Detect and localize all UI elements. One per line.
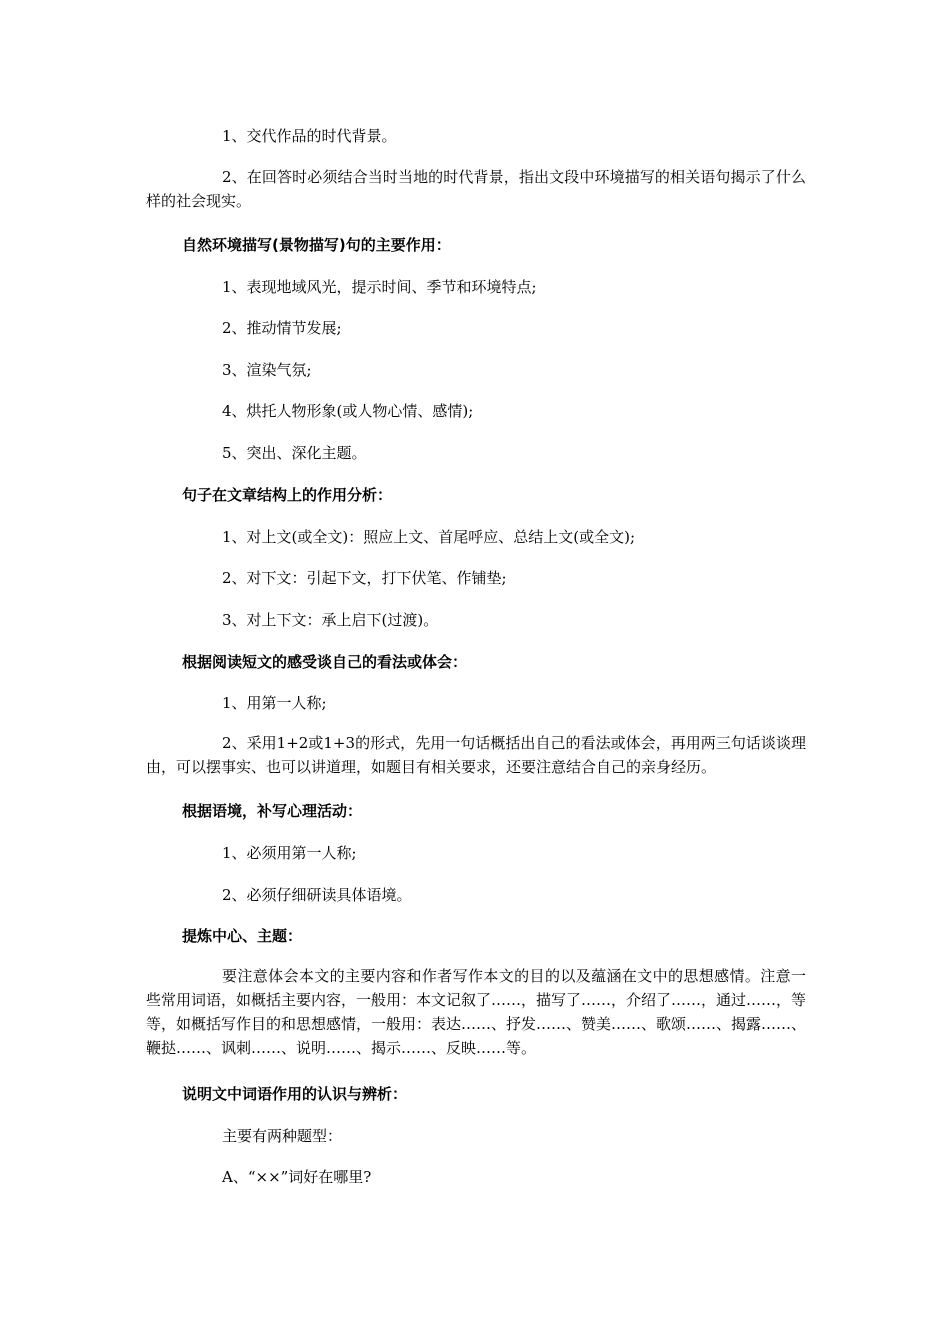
list-item: 主要有两种题型： [222,1127,343,1145]
section-heading: 说明文中词语作用的认识与辨析： [182,1085,408,1103]
section-heading: 自然环境描写(景物描写)句的主要作用： [182,236,451,254]
list-item: 3、对上下文：承上启下(过渡)。 [222,611,439,629]
list-item: 5、突出、深化主题。 [222,444,367,462]
list-item: 1、用第一人称; [222,694,327,712]
list-item: 1、对上文(或全文)：照应上文、首尾呼应、总结上文(或全文); [222,528,636,546]
paragraph: 2、采用1+2或1+3的形式，先用一句话概括出自己的看法或体会，再用两三句话谈谈理由，可以摆事实、也可以讲道理，如题目有相关要求，还要注意结合自己的亲身经历。 [146,734,806,776]
section-heading: 根据语境，补写心理活动： [182,802,363,820]
list-item: 4、烘托人物形象(或人物心情、感情); [222,402,474,420]
list-item: 3、渲染气氛; [222,361,312,379]
paragraph: 2、在回答时必须结合当时当地的时代背景，指出文段中环境描写的相关语句揭示了什么样的社会现实。 [146,168,806,210]
section-heading: 句子在文章结构上的作用分析： [182,486,393,504]
list-item: 1、必须用第一人称; [222,844,357,862]
section-heading: 提炼中心、主题： [182,927,303,945]
paragraph: 要注意体会本文的主要内容和作者写作本文的目的以及蕴涵在文中的思想感情。注意一些常用词语，如概括主要内容，一般用：本文记叙了……，描写了……，介绍了……，通过……，等等，如概括写作目的和思想感情，一般用：表达……、抒发……、赞美……、歌颂……、揭露……、鞭挞……、讽刺……、说明……、揭示……、反映……等。 [146,967,807,1057]
section-heading: 根据阅读短文的感受谈自己的看法或体会： [182,653,468,671]
list-item: 2、必须仔细研读具体语境。 [222,886,412,904]
list-item: 2、推动情节发展; [222,319,342,337]
list-item: 1、交代作品的时代背景。 [222,127,397,145]
list-item: A、“××”词好在哪里? [222,1168,372,1186]
list-item: 2、对下文：引起下文，打下伏笔、作铺垫; [222,569,507,587]
list-item: 1、表现地域风光，提示时间、季节和环境特点; [222,278,537,296]
